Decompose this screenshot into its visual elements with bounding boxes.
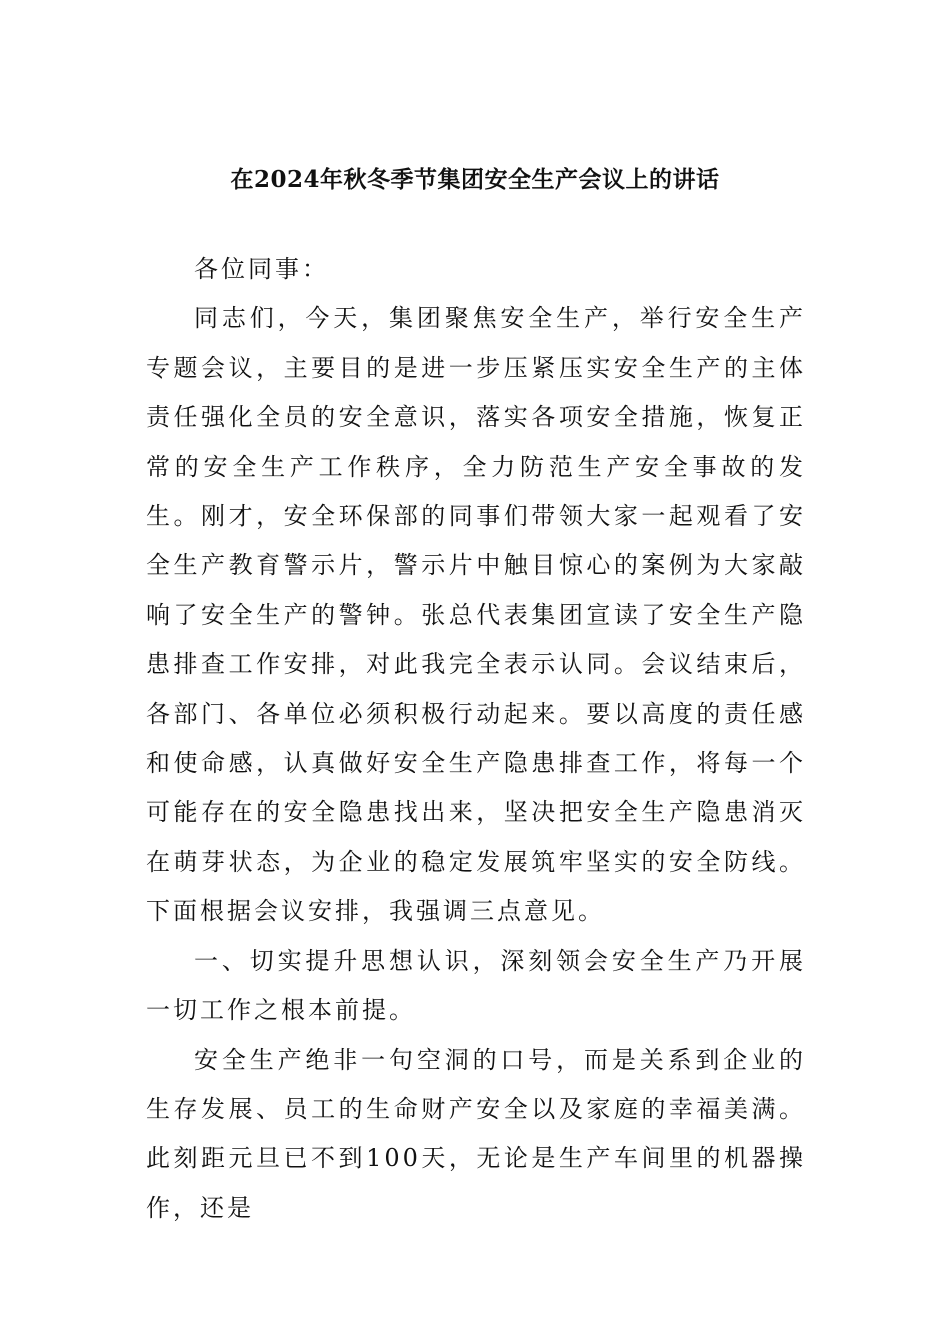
intro-paragraph: 同志们，今天，集团聚焦安全生产，举行安全生产专题会议，主要目的是进一步压紧压实安全生产的主体责任强化全员的安全意识，落实各项安全措施，恢复正常的安全生产工作秩序，全力防范生产安全事故的发生。刚才，安全环保部的同事们带领大家一起观看了安全生产教育警示片，警示片中触目惊心的案例为大家敲响了安全生产的警钟。张总代表集团宣读了安全生产隐患排查工作安排，对此我完全表示认同。会议结束后，各部门、各单位必须积极行动起来。要以高度的责任感和使命感，认真做好安全生产隐患排查工作，将每一个可能存在的安全隐患找出来，坚决把安全生产隐患消灭在萌芽状态，为企业的稳定发展筑牢坚实的安全防线。下面根据会议安排，我强调三点意见。	[146, 304, 806, 926]
body-paragraph: 安全生产绝非一句空洞的口号，而是关系到企业的生存发展、员工的生命财产安全以及家庭的幸福美满。此刻距元旦已不到100天，无论是生产车间里的机器操作，还是	[146, 1045, 806, 1222]
document-title: 在2024年秋冬季节集团安全生产会议上的讲话	[230, 166, 720, 193]
salutation-paragraph: 各位同事：	[194, 255, 329, 283]
section-heading-paragraph: 一、切实提升思想认识，深刻领会安全生产乃开展一切工作之根本前提。	[146, 946, 806, 1025]
document-body	[146, 245, 806, 1233]
